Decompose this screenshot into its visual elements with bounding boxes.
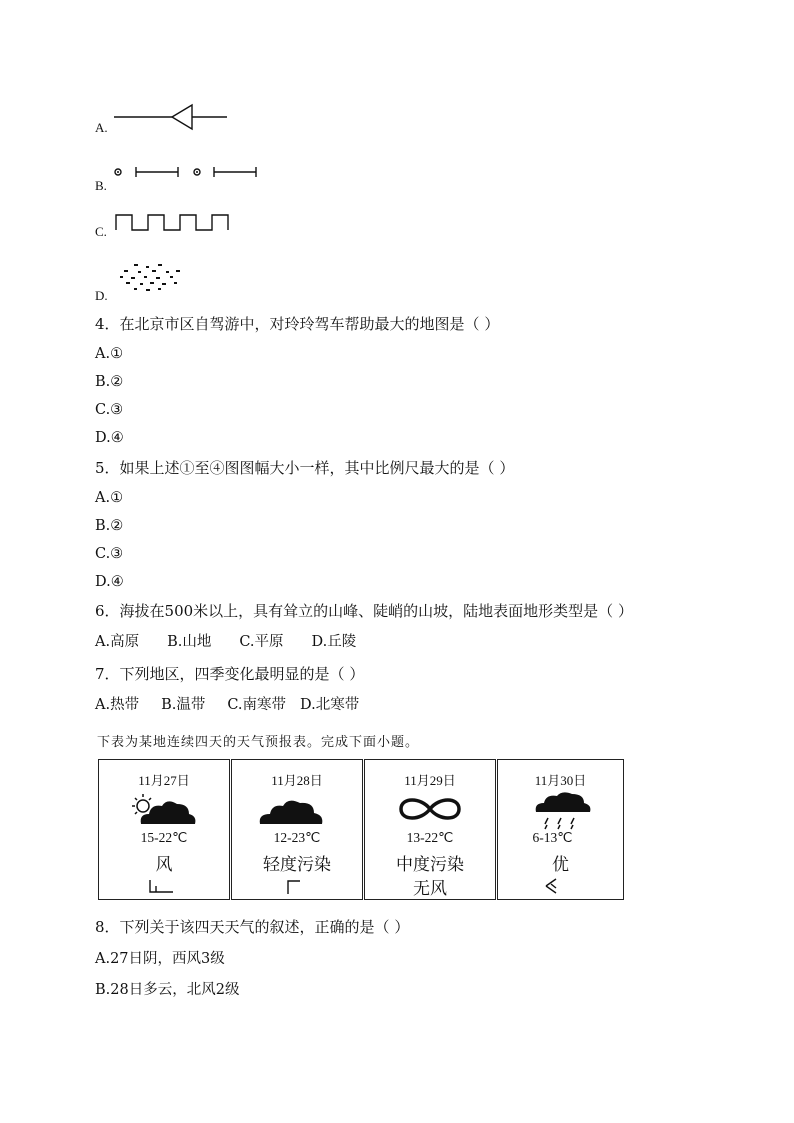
q5-stem: 5．如果上述①至④图图幅大小一样，其中比例尺最大的是（ ）: [95, 459, 515, 477]
q4-option-d[interactable]: D.④: [95, 430, 124, 446]
q4-stem: 4．在北京市区自驾游中，对玲玲驾车帮助最大的地图是（ ）: [95, 315, 500, 333]
railway-symbol-icon: [112, 162, 262, 182]
sun-cloud-icon: [129, 792, 199, 826]
q5-option-a[interactable]: A.①: [95, 490, 124, 506]
option-b-label[interactable]: B.: [95, 178, 107, 193]
forecast-date: 11月28日: [271, 773, 323, 788]
q6-option-d[interactable]: D.丘陵: [311, 634, 357, 650]
option-c-label[interactable]: C.: [95, 224, 107, 239]
q6-option-a[interactable]: A.高原: [95, 634, 140, 650]
q5-option-d[interactable]: D.④: [95, 574, 124, 590]
q6-options: [95, 632, 384, 652]
q7-option-c[interactable]: C.南寒带: [227, 697, 287, 713]
wind-symbol-icon: [542, 876, 562, 896]
q4-option-a[interactable]: A.①: [95, 346, 124, 362]
q8-option-a[interactable]: A.27日阴，西风3级: [95, 951, 225, 967]
q5-option-b[interactable]: B.②: [95, 518, 124, 534]
arrow-symbol-icon: [112, 100, 232, 134]
cloud-icon: [256, 792, 326, 826]
rain-cloud-icon: [532, 790, 594, 834]
q7-options: [95, 695, 387, 715]
forecast-cell-1: [98, 759, 230, 900]
forecast-temp: 13-22℃: [406, 830, 454, 845]
q7-stem: 7．下列地区，四季变化最明显的是（ ）: [95, 665, 365, 683]
q5-option-c[interactable]: C.③: [95, 546, 124, 562]
table-intro: 下表为某地连续四天的天气预报表。完成下面小题。: [97, 735, 420, 750]
haze-icon: [397, 794, 463, 824]
forecast-air-quality: 中度污染: [396, 855, 464, 875]
q7-option-d[interactable]: D.北寒带: [300, 697, 360, 713]
q7-option-b[interactable]: B.温带: [161, 697, 206, 713]
wind-symbol-icon: [147, 878, 177, 896]
q8-option-b[interactable]: B.28日多云，北风2级: [95, 982, 240, 998]
forecast-wind: 无风: [413, 879, 447, 899]
forecast-temp: 6-13℃: [532, 830, 573, 845]
forecast-date: 11月29日: [404, 773, 456, 788]
forecast-cell-4: [497, 759, 624, 900]
q4-option-b[interactable]: B.②: [95, 374, 124, 390]
forecast-temp: 12-23℃: [273, 830, 321, 845]
forecast-temp: 15-22℃: [140, 830, 188, 845]
option-a-label[interactable]: A.: [95, 120, 108, 135]
forecast-cell-2: [231, 759, 363, 900]
forecast-cell-3: [364, 759, 496, 900]
q7-option-a[interactable]: A.热带: [95, 697, 140, 713]
forecast-date: 11月30日: [534, 773, 587, 788]
wall-symbol-icon: [114, 212, 234, 232]
forecast-air-quality: 风: [155, 855, 173, 875]
option-d-label[interactable]: D.: [95, 288, 108, 303]
forecast-date: 11月27日: [138, 773, 190, 788]
q6-option-c[interactable]: C.平原: [239, 634, 284, 650]
forecast-air-quality: 轻度污染: [263, 855, 331, 875]
forecast-air-quality: 优: [552, 855, 569, 875]
wind-symbol-icon: [284, 878, 304, 896]
q6-stem: 6．海拔在500米以上，具有耸立的山峰、陡峭的山坡，陆地表面地形类型是（ ）: [95, 602, 633, 620]
q8-stem: 8．下列关于该四天天气的叙述，正确的是（ ）: [95, 918, 410, 936]
q6-option-b[interactable]: B.山地: [167, 634, 212, 650]
q4-option-c[interactable]: C.③: [95, 402, 124, 418]
dotted-area-symbol-icon: [116, 262, 186, 294]
